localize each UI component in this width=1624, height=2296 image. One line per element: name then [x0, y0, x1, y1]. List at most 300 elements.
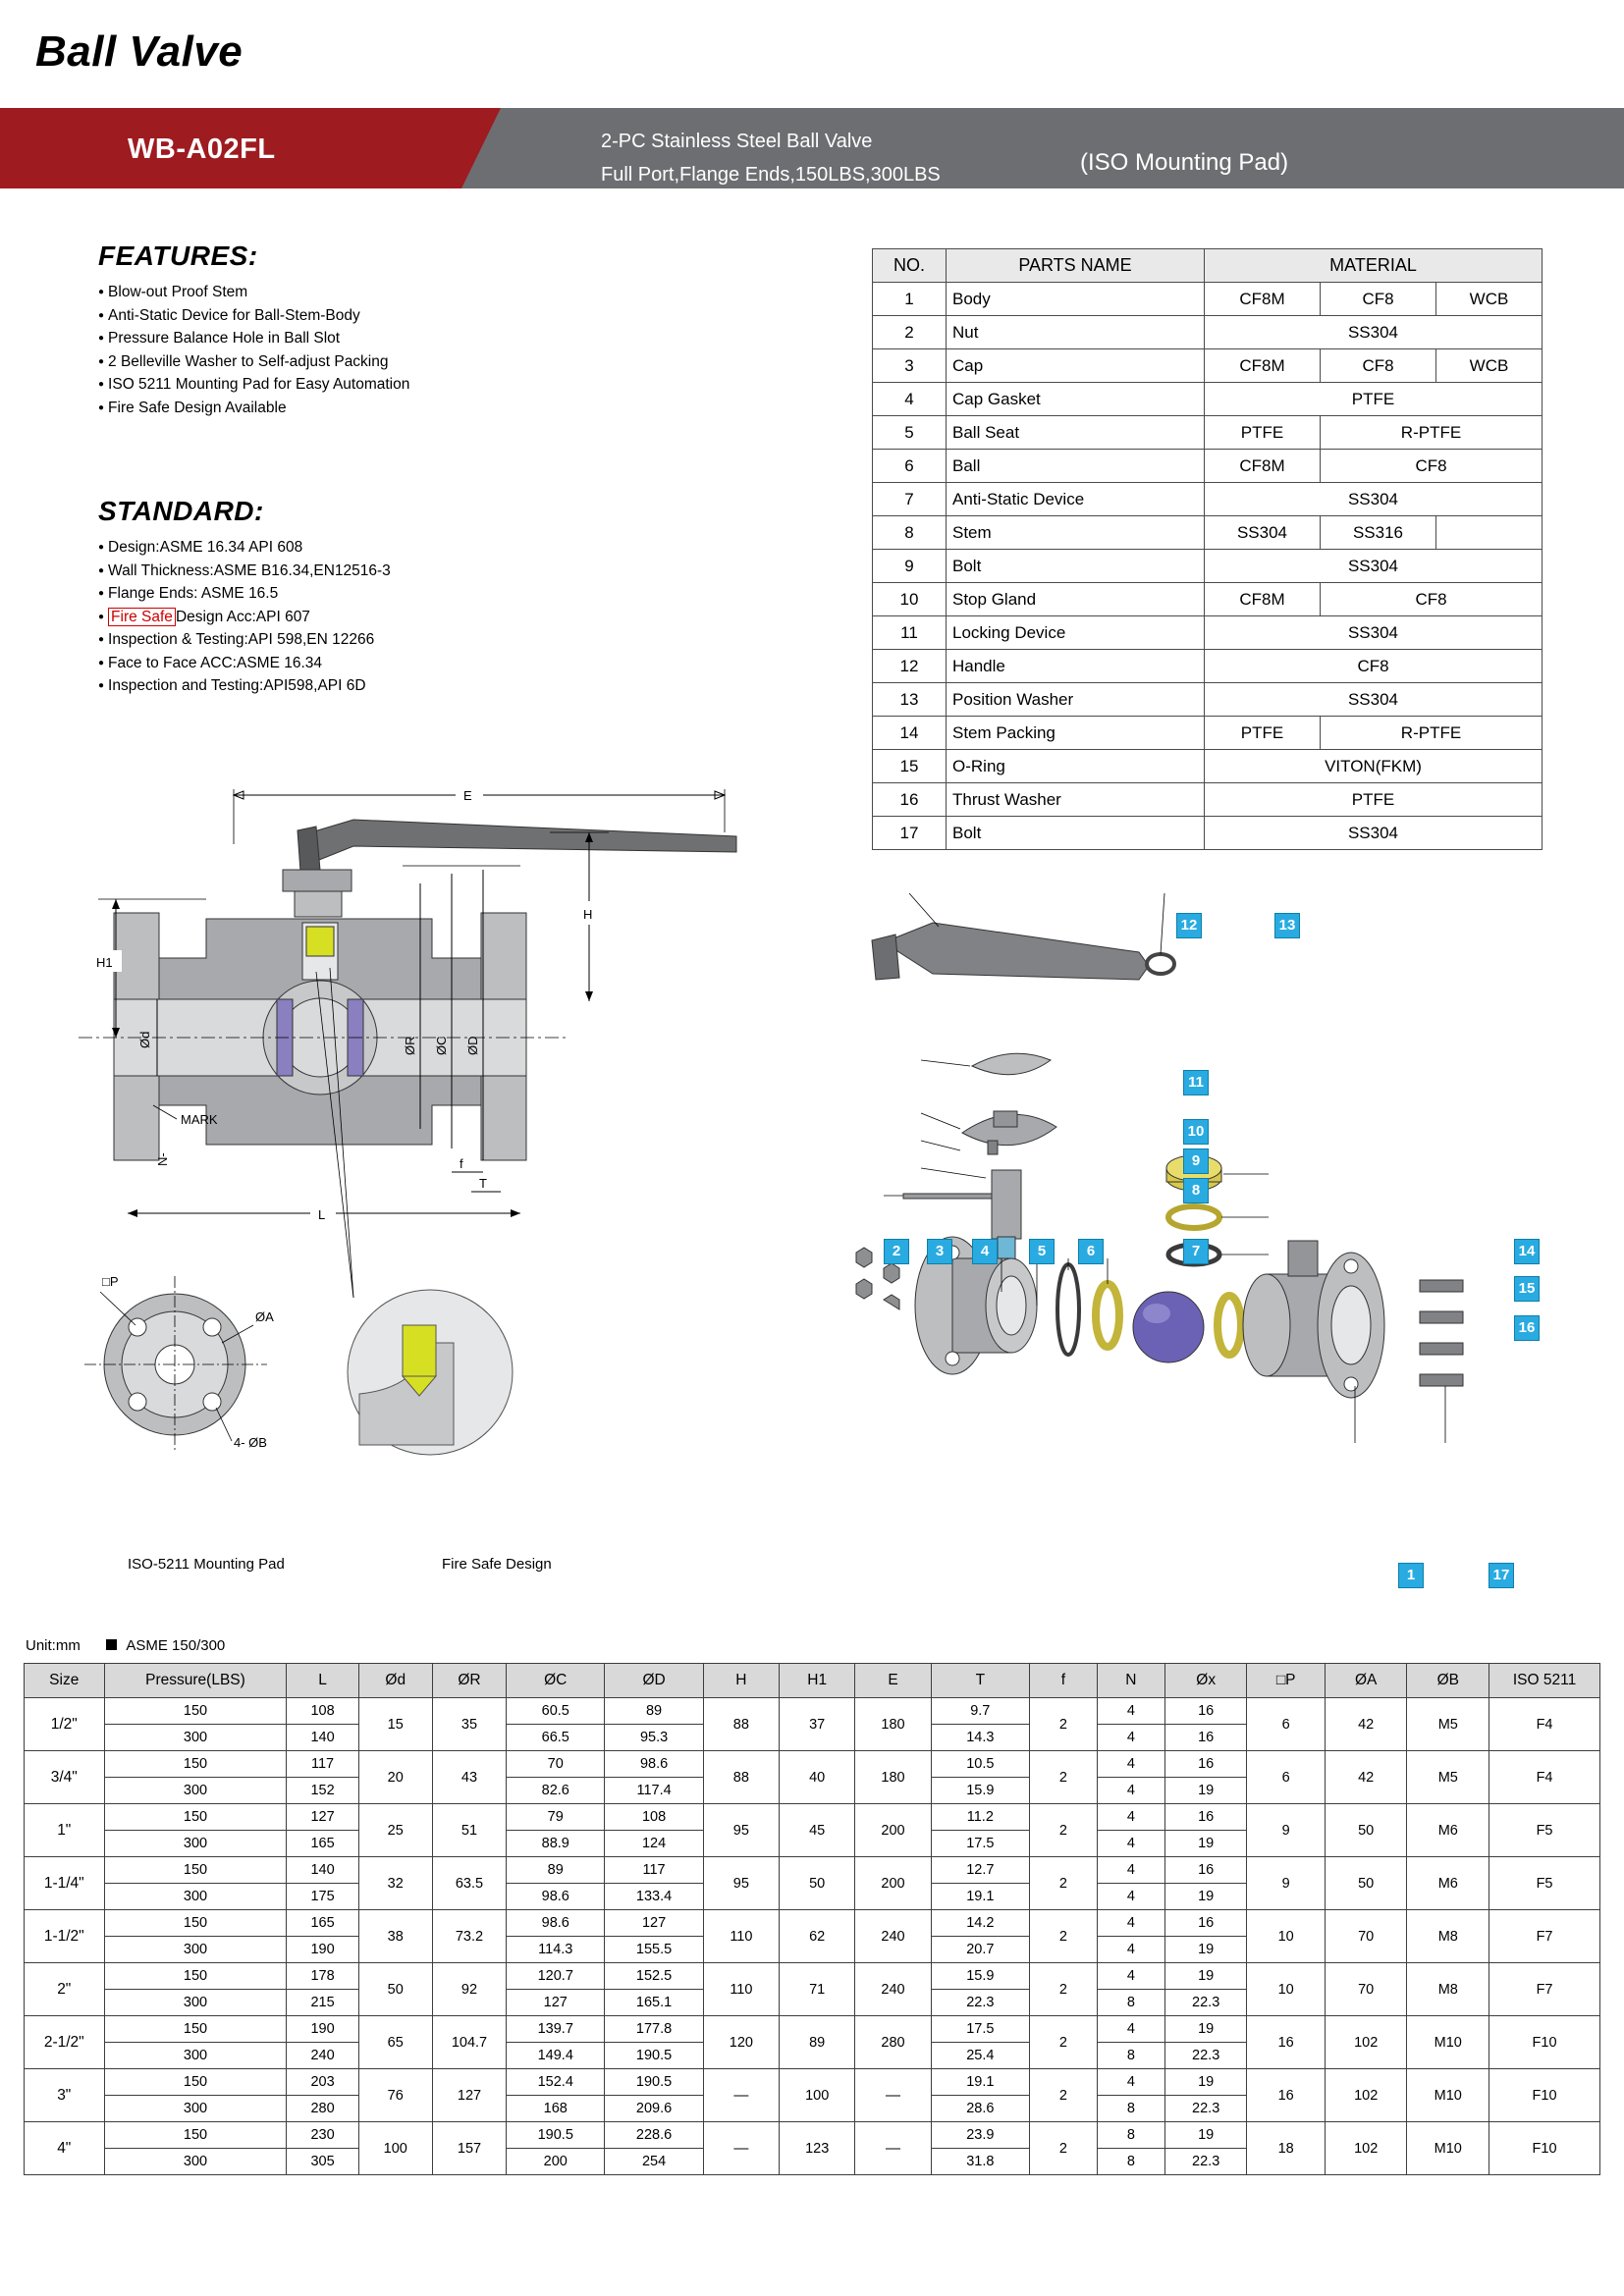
cell-D: 165.1 [605, 1990, 703, 2016]
cell-size: 3/4" [25, 1751, 105, 1804]
cell-f: 2 [1029, 1804, 1097, 1857]
cell-C: 168 [507, 2096, 605, 2122]
cell-P: 16 [1247, 2069, 1325, 2122]
cell-pressure: 150 [104, 2016, 287, 2043]
features-section [98, 240, 569, 420]
cell-N: 8 [1097, 2043, 1164, 2069]
column-header-P: □P [1247, 1664, 1325, 1698]
cell-f: 2 [1029, 2016, 1097, 2069]
cell-D: 108 [605, 1804, 703, 1831]
cell-H: 88 [703, 1751, 779, 1804]
cell-E: 200 [855, 1804, 931, 1857]
cell-E: 180 [855, 1698, 931, 1751]
callout-tag-3: 3 [927, 1239, 952, 1264]
part-material: SS304 [1205, 516, 1321, 550]
part-name: Ball [947, 450, 1205, 483]
cell-A: 50 [1325, 1804, 1407, 1857]
cell-R: 157 [432, 2122, 506, 2175]
table-header-row [25, 1664, 1600, 1698]
cell-x: 16 [1164, 1725, 1247, 1751]
table-row [873, 717, 1543, 750]
cell-pressure: 150 [104, 1857, 287, 1884]
cell-pressure: 300 [104, 1884, 287, 1910]
cell-C: 200 [507, 2149, 605, 2175]
callout-tag-17: 17 [1489, 1563, 1514, 1588]
table-row [25, 1751, 1600, 1778]
cell-H1: 100 [780, 2069, 855, 2122]
column-header-H1: H1 [780, 1664, 855, 1698]
cell-T: 19.1 [931, 2069, 1029, 2096]
cell-R: 127 [432, 2069, 506, 2122]
table-row [873, 750, 1543, 783]
svg-text:H1: H1 [96, 955, 113, 970]
cell-B: M5 [1407, 1751, 1489, 1804]
table-row [873, 817, 1543, 850]
cell-f: 2 [1029, 1857, 1097, 1910]
cell-T: 25.4 [931, 2043, 1029, 2069]
part-material [1436, 516, 1543, 550]
cell-T: 28.6 [931, 2096, 1029, 2122]
cell-H: 120 [703, 2016, 779, 2069]
table-row [873, 550, 1543, 583]
part-material: WCB [1436, 283, 1543, 316]
part-material: CF8 [1321, 283, 1436, 316]
part-name: Body [947, 283, 1205, 316]
cell-A: 102 [1325, 2122, 1407, 2175]
cell-pressure: 150 [104, 2122, 287, 2149]
cell-H1: 50 [780, 1857, 855, 1910]
svg-text:ØA: ØA [255, 1309, 274, 1324]
cell-C: 139.7 [507, 2016, 605, 2043]
part-name: Position Washer [947, 683, 1205, 717]
cell-f: 2 [1029, 1751, 1097, 1804]
cell-x: 19 [1164, 2069, 1247, 2096]
cell-A: 50 [1325, 1857, 1407, 1910]
cell-H1: 45 [780, 1804, 855, 1857]
cell-E: 180 [855, 1751, 931, 1804]
table-row [873, 316, 1543, 349]
cell-H: 110 [703, 1963, 779, 2016]
table-header-row [873, 249, 1543, 283]
header-iso-note: (ISO Mounting Pad) [1080, 149, 1289, 176]
part-material: SS304 [1205, 616, 1543, 650]
cell-f: 2 [1029, 1963, 1097, 2016]
cell-pressure: 150 [104, 2069, 287, 2096]
cross-section-drawing [59, 775, 805, 1580]
cell-x: 19 [1164, 1778, 1247, 1804]
cell-D: 228.6 [605, 2122, 703, 2149]
cell-N: 4 [1097, 1910, 1164, 1937]
cell-H: — [703, 2122, 779, 2175]
part-no: 6 [873, 450, 947, 483]
cell-D: 95.3 [605, 1725, 703, 1751]
part-name: Cap [947, 349, 1205, 383]
cell-C: 98.6 [507, 1884, 605, 1910]
table-row [25, 2122, 1600, 2149]
cell-A: 42 [1325, 1698, 1407, 1751]
cell-N: 4 [1097, 1778, 1164, 1804]
cell-size: 1-1/4" [25, 1857, 105, 1910]
cell-C: 89 [507, 1857, 605, 1884]
cell-d: 25 [358, 1804, 432, 1857]
list-item: ● Pressure Balance Hole in Ball Slot [98, 328, 569, 348]
cell-d: 76 [358, 2069, 432, 2122]
cell-T: 11.2 [931, 1804, 1029, 1831]
model-number: WB-A02FL [128, 133, 276, 165]
part-name: Handle [947, 650, 1205, 683]
part-no: 1 [873, 283, 947, 316]
part-name: Anti-Static Device [947, 483, 1205, 516]
cell-N: 8 [1097, 2122, 1164, 2149]
list-item: ● Design:ASME 16.34 API 608 [98, 537, 609, 558]
cell-P: 16 [1247, 2016, 1325, 2069]
svg-text:L: L [318, 1207, 326, 1222]
table-row [873, 683, 1543, 717]
cell-C: 88.9 [507, 1831, 605, 1857]
cell-B: M6 [1407, 1804, 1489, 1857]
part-material: SS304 [1205, 316, 1543, 349]
part-no: 15 [873, 750, 947, 783]
cell-T: 10.5 [931, 1751, 1029, 1778]
cell-L: 190 [287, 2016, 358, 2043]
column-header-L: L [287, 1664, 358, 1698]
cell-H: 110 [703, 1910, 779, 1963]
cell-B: M10 [1407, 2069, 1489, 2122]
column-header-size: Size [25, 1664, 105, 1698]
cell-pressure: 300 [104, 1937, 287, 1963]
callout-tag-12: 12 [1176, 913, 1202, 938]
column-header-H: H [703, 1664, 779, 1698]
cell-d: 38 [358, 1910, 432, 1963]
cell-B: M8 [1407, 1963, 1489, 2016]
cell-x: 16 [1164, 1698, 1247, 1725]
cell-d: 50 [358, 1963, 432, 2016]
cell-f: 2 [1029, 1910, 1097, 1963]
list-item-label: Design Acc:API 607 [175, 608, 310, 625]
table-row [873, 616, 1543, 650]
exploded-view-drawing [844, 883, 1591, 1629]
part-no: 2 [873, 316, 947, 349]
cell-D: 127 [605, 1910, 703, 1937]
cell-T: 17.5 [931, 2016, 1029, 2043]
cell-d: 15 [358, 1698, 432, 1751]
cell-T: 12.7 [931, 1857, 1029, 1884]
callout-tag-6: 6 [1078, 1239, 1104, 1264]
caption-iso-pad: ISO-5211 Mounting Pad [128, 1556, 285, 1573]
dimension-table-body [25, 1698, 1600, 2175]
cell-E: 240 [855, 1963, 931, 2016]
cell-C: 60.5 [507, 1698, 605, 1725]
cell-P: 18 [1247, 2122, 1325, 2175]
part-name: Ball Seat [947, 416, 1205, 450]
list-item: ● Blow-out Proof Stem [98, 282, 569, 302]
cell-E: 280 [855, 2016, 931, 2069]
cell-L: 240 [287, 2043, 358, 2069]
cell-L: 230 [287, 2122, 358, 2149]
part-name: O-Ring [947, 750, 1205, 783]
column-header-E: E [855, 1664, 931, 1698]
table-row [873, 283, 1543, 316]
cell-H1: 37 [780, 1698, 855, 1751]
cell-f: 2 [1029, 2069, 1097, 2122]
cell-D: 209.6 [605, 2096, 703, 2122]
part-name: Stem Packing [947, 717, 1205, 750]
cell-P: 6 [1247, 1751, 1325, 1804]
cell-C: 82.6 [507, 1778, 605, 1804]
cell-L: 203 [287, 2069, 358, 2096]
part-name: Thrust Washer [947, 783, 1205, 817]
svg-text:ØC: ØC [434, 1036, 449, 1055]
dimension-table [24, 1663, 1600, 2175]
cell-N: 4 [1097, 1698, 1164, 1725]
part-name: Stop Gland [947, 583, 1205, 616]
cell-pressure: 150 [104, 1751, 287, 1778]
column-header-f: f [1029, 1664, 1097, 1698]
cell-L: 117 [287, 1751, 358, 1778]
cell-f: 2 [1029, 2122, 1097, 2175]
cell-N: 4 [1097, 1963, 1164, 1990]
column-header-pressure: Pressure(LBS) [104, 1664, 287, 1698]
cell-T: 15.9 [931, 1963, 1029, 1990]
part-material: R-PTFE [1321, 717, 1543, 750]
cell-C: 127 [507, 1990, 605, 2016]
cell-size: 3" [25, 2069, 105, 2122]
part-material: SS304 [1205, 550, 1543, 583]
dimension-table-wrap [24, 1663, 1600, 2175]
cell-x: 22.3 [1164, 2043, 1247, 2069]
table-row [25, 1857, 1600, 1884]
cell-iso: F10 [1489, 2122, 1600, 2175]
callout-tag-14: 14 [1514, 1239, 1540, 1264]
svg-text:□P: □P [102, 1274, 119, 1289]
svg-text:T: T [479, 1176, 487, 1191]
column-header-x: Øx [1164, 1664, 1247, 1698]
cell-P: 10 [1247, 1910, 1325, 1963]
unit-label: Unit:mm [26, 1637, 81, 1654]
cell-L: 175 [287, 1884, 358, 1910]
cell-T: 14.2 [931, 1910, 1029, 1937]
svg-text:N-: N- [155, 1152, 170, 1166]
table-row [873, 349, 1543, 383]
cell-x: 16 [1164, 1910, 1247, 1937]
svg-text:4- ØB: 4- ØB [234, 1435, 267, 1450]
cell-size: 4" [25, 2122, 105, 2175]
callout-tag-15: 15 [1514, 1276, 1540, 1302]
column-header-C: ØC [507, 1664, 605, 1698]
cell-iso: F5 [1489, 1857, 1600, 1910]
cell-iso: F10 [1489, 2069, 1600, 2122]
part-no: 3 [873, 349, 947, 383]
callout-tag-13: 13 [1274, 913, 1300, 938]
list-item: ● Fire Safe Design Available [98, 398, 569, 418]
cell-L: 127 [287, 1804, 358, 1831]
cell-D: 155.5 [605, 1937, 703, 1963]
cell-E: 200 [855, 1857, 931, 1910]
parts-table [872, 248, 1543, 850]
part-material: CF8M [1205, 450, 1321, 483]
standard-section [98, 496, 609, 699]
series-marker-icon [106, 1639, 117, 1650]
cell-H: 88 [703, 1698, 779, 1751]
cell-N: 4 [1097, 2016, 1164, 2043]
cell-C: 98.6 [507, 1910, 605, 1937]
cell-x: 19 [1164, 1937, 1247, 1963]
standard-title: STANDARD: [98, 496, 264, 526]
cell-iso: F4 [1489, 1698, 1600, 1751]
table-row [873, 483, 1543, 516]
cell-B: M10 [1407, 2122, 1489, 2175]
cell-x: 16 [1164, 1751, 1247, 1778]
list-item: ● Flange Ends: ASME 16.5 [98, 583, 609, 604]
table-row [873, 783, 1543, 817]
part-no: 4 [873, 383, 947, 416]
cell-T: 31.8 [931, 2149, 1029, 2175]
table-row [873, 450, 1543, 483]
cell-pressure: 300 [104, 1990, 287, 2016]
cell-N: 4 [1097, 2069, 1164, 2096]
cell-C: 79 [507, 1804, 605, 1831]
part-material: VITON(FKM) [1205, 750, 1543, 783]
list-item: ● Inspection & Testing:API 598,EN 12266 [98, 629, 609, 650]
cell-d: 32 [358, 1857, 432, 1910]
column-header-name: PARTS NAME [947, 249, 1205, 283]
cell-size: 2-1/2" [25, 2016, 105, 2069]
cell-B: M8 [1407, 1910, 1489, 1963]
cell-D: 190.5 [605, 2069, 703, 2096]
part-no: 12 [873, 650, 947, 683]
cell-L: 108 [287, 1698, 358, 1725]
cell-L: 215 [287, 1990, 358, 2016]
cell-D: 133.4 [605, 1884, 703, 1910]
cell-R: 92 [432, 1963, 506, 2016]
cell-D: 117.4 [605, 1778, 703, 1804]
cell-N: 8 [1097, 1990, 1164, 2016]
cell-C: 152.4 [507, 2069, 605, 2096]
svg-text:f: f [460, 1156, 463, 1171]
callout-tag-10: 10 [1183, 1119, 1209, 1145]
list-item: ● Inspection and Testing:API598,API 6D [98, 675, 609, 696]
cell-H1: 89 [780, 2016, 855, 2069]
cell-T: 15.9 [931, 1778, 1029, 1804]
part-name: Stem [947, 516, 1205, 550]
part-material: CF8 [1321, 583, 1543, 616]
cell-H: 95 [703, 1804, 779, 1857]
cell-pressure: 300 [104, 2096, 287, 2122]
callout-tag-8: 8 [1183, 1178, 1209, 1203]
column-header-material: MATERIAL [1205, 249, 1543, 283]
table-row [25, 2069, 1600, 2096]
callout-tag-5: 5 [1029, 1239, 1055, 1264]
cell-T: 23.9 [931, 2122, 1029, 2149]
svg-text:MARK: MARK [181, 1112, 218, 1127]
cell-D: 117 [605, 1857, 703, 1884]
cell-C: 114.3 [507, 1937, 605, 1963]
svg-text:ØR: ØR [403, 1036, 417, 1055]
cell-E: 240 [855, 1910, 931, 1963]
cell-iso: F7 [1489, 1910, 1600, 1963]
part-material: SS304 [1205, 483, 1543, 516]
part-material: SS304 [1205, 817, 1543, 850]
cell-N: 4 [1097, 1937, 1164, 1963]
callout-tag-16: 16 [1514, 1315, 1540, 1341]
cell-pressure: 150 [104, 1963, 287, 1990]
cell-T: 22.3 [931, 1990, 1029, 2016]
cell-L: 190 [287, 1937, 358, 1963]
standard-list [98, 537, 609, 696]
part-material: SS304 [1205, 683, 1543, 717]
part-no: 11 [873, 616, 947, 650]
cell-C: 190.5 [507, 2122, 605, 2149]
cell-T: 17.5 [931, 1831, 1029, 1857]
part-no: 16 [873, 783, 947, 817]
callout-tag-2: 2 [884, 1239, 909, 1264]
cell-R: 104.7 [432, 2016, 506, 2069]
cell-L: 165 [287, 1910, 358, 1937]
table-row [873, 650, 1543, 683]
svg-text:Ød: Ød [137, 1031, 152, 1048]
cell-C: 149.4 [507, 2043, 605, 2069]
cell-L: 165 [287, 1831, 358, 1857]
table-row [873, 583, 1543, 616]
cell-iso: F5 [1489, 1804, 1600, 1857]
cell-A: 42 [1325, 1751, 1407, 1804]
cell-x: 19 [1164, 1884, 1247, 1910]
units-note [26, 1637, 225, 1654]
cell-D: 124 [605, 1831, 703, 1857]
cell-A: 70 [1325, 1963, 1407, 2016]
part-material: CF8M [1205, 583, 1321, 616]
cell-R: 73.2 [432, 1910, 506, 1963]
part-material: CF8 [1205, 650, 1543, 683]
cell-pressure: 300 [104, 1725, 287, 1751]
cell-size: 2" [25, 1963, 105, 2016]
cell-L: 305 [287, 2149, 358, 2175]
part-material: PTFE [1205, 783, 1543, 817]
cell-L: 152 [287, 1778, 358, 1804]
table-row [873, 383, 1543, 416]
header-subtitle-line2: Full Port,Flange Ends,150LBS,300LBS [601, 164, 941, 186]
column-header-B: ØB [1407, 1664, 1489, 1698]
cell-T: 14.3 [931, 1725, 1029, 1751]
cell-T: 9.7 [931, 1698, 1029, 1725]
cell-x: 19 [1164, 2016, 1247, 2043]
cell-H1: 62 [780, 1910, 855, 1963]
cell-H1: 40 [780, 1751, 855, 1804]
cell-pressure: 150 [104, 1804, 287, 1831]
part-material: SS316 [1321, 516, 1436, 550]
cell-C: 70 [507, 1751, 605, 1778]
cell-T: 19.1 [931, 1884, 1029, 1910]
column-header-N: N [1097, 1664, 1164, 1698]
part-no: 17 [873, 817, 947, 850]
part-material: CF8M [1205, 349, 1321, 383]
cell-R: 63.5 [432, 1857, 506, 1910]
cell-d: 65 [358, 2016, 432, 2069]
cell-R: 35 [432, 1698, 506, 1751]
list-item: ● Wall Thickness:ASME B16.34,EN12516-3 [98, 561, 609, 581]
table-row [873, 516, 1543, 550]
cell-N: 4 [1097, 1751, 1164, 1778]
svg-text:ØD: ØD [465, 1036, 480, 1055]
cell-A: 70 [1325, 1910, 1407, 1963]
cell-P: 6 [1247, 1698, 1325, 1751]
cell-D: 98.6 [605, 1751, 703, 1778]
part-no: 8 [873, 516, 947, 550]
cell-P: 9 [1247, 1804, 1325, 1857]
cell-x: 19 [1164, 1831, 1247, 1857]
column-header-A: ØA [1325, 1664, 1407, 1698]
part-no: 5 [873, 416, 947, 450]
